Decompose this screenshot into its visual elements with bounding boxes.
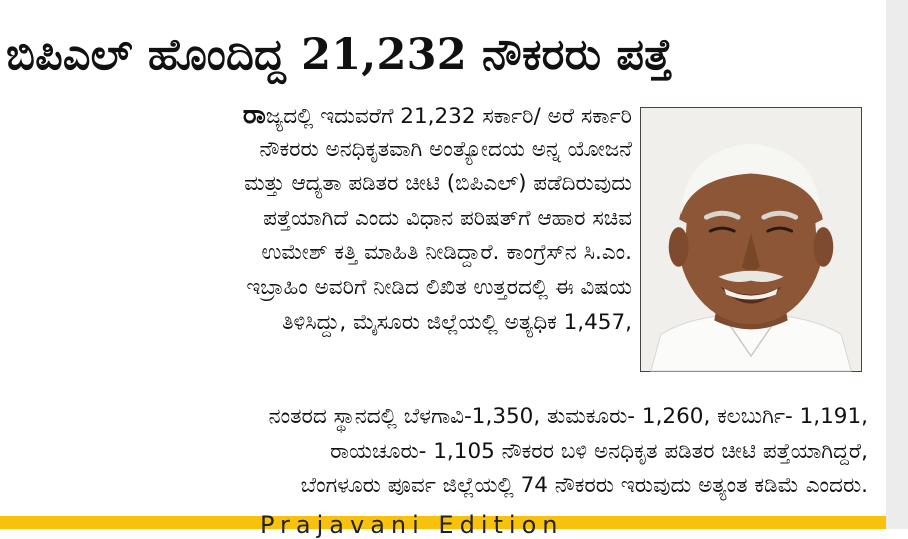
- article-line: ಮತ್ತು ಆದ್ಯತಾ ಪಡಿತರ ಚೀಟಿ (ಬಿಪಿಎಲ್) ಪಡೆದಿರುವುದು: [244, 171, 632, 197]
- minister-photo: [640, 107, 862, 372]
- article-headline: ಬಿಪಿಎಲ್ ಹೊಂದಿದ್ದ 21,232 ನೌಕರರು ಪತ್ತೆ: [6, 30, 673, 80]
- article-body-continued: [6, 400, 868, 504]
- portrait-image: [641, 108, 861, 371]
- article-line: ಬೆಂಗಳೂರು ಪೂರ್ವ ಜಿಲ್ಲೆಯಲ್ಲಿ 74 ನೌಕರರು ಇರುವುದು ಅತ್ಯಂತ ಕಡಿಮೆ ಎಂದರು.: [300, 473, 868, 499]
- drop-cap: ರಾ: [242, 100, 266, 130]
- article-line: ಉಮೇಶ್ ಕತ್ತಿ ಮಾಹಿತಿ ನೀಡಿದ್ದಾರೆ. ಕಾಂಗ್ರೆಸ್‌ನ ಸಿ.ಎಂ.: [261, 240, 632, 266]
- article-line: [40, 98, 632, 133]
- article-line: ಇಬ್ರಾಹಿಂ ಅವರಿಗೆ ನೀಡಿದ ಲಿಖಿತ ಉತ್ತರದಲ್ಲಿ ಈ ವಿಷಯ: [246, 274, 632, 300]
- scrollbar-track[interactable]: [886, 0, 908, 529]
- article-line-text: ಜ್ಯದಲ್ಲಿ ಇದುವರೆಗೆ 21,232 ಸರ್ಕಾರಿ/ ಅರೆ ಸರ್ಕಾರಿ: [265, 104, 632, 129]
- article-line: ನಂತರದ ಸ್ಥಾನದಲ್ಲಿ ಬೆಳಗಾವಿ-1,350, ತುಮಕೂರು- 1,260, ಕಲಬುರ್ಗಿ- 1,191,: [268, 404, 868, 429]
- article-line: ನೌಕರರು ಅನಧಿಕೃತವಾಗಿ ಅಂತ್ಯೋದಯ ಅನ್ನ ಯೋಜನೆ: [259, 136, 632, 162]
- edition-banner-text: Prajavani Edition: [260, 511, 564, 539]
- article-line: ತಿಳಿಸಿದ್ದು, ಮೈಸೂರು ಜಿಲ್ಲೆಯಲ್ಲಿ ಅತ್ಯಧಿಕ 1,457,: [282, 309, 632, 335]
- article-body: [40, 98, 632, 340]
- article-line: ಪತ್ತೆಯಾಗಿದೆ ಎಂದು ವಿಧಾನ ಪರಿಷತ್‌ಗೆ ಆಹಾರ ಸಚಿವ: [263, 205, 632, 231]
- edition-banner: [0, 511, 886, 539]
- article-line: ರಾಯಚೂರು- 1,105 ನೌಕರರ ಬಳಿ ಅನಧಿಕೃತ ಪಡಿತರ ಚೀಟಿ ಪತ್ತೆಯಾಗಿದ್ದರೆ,: [330, 438, 868, 464]
